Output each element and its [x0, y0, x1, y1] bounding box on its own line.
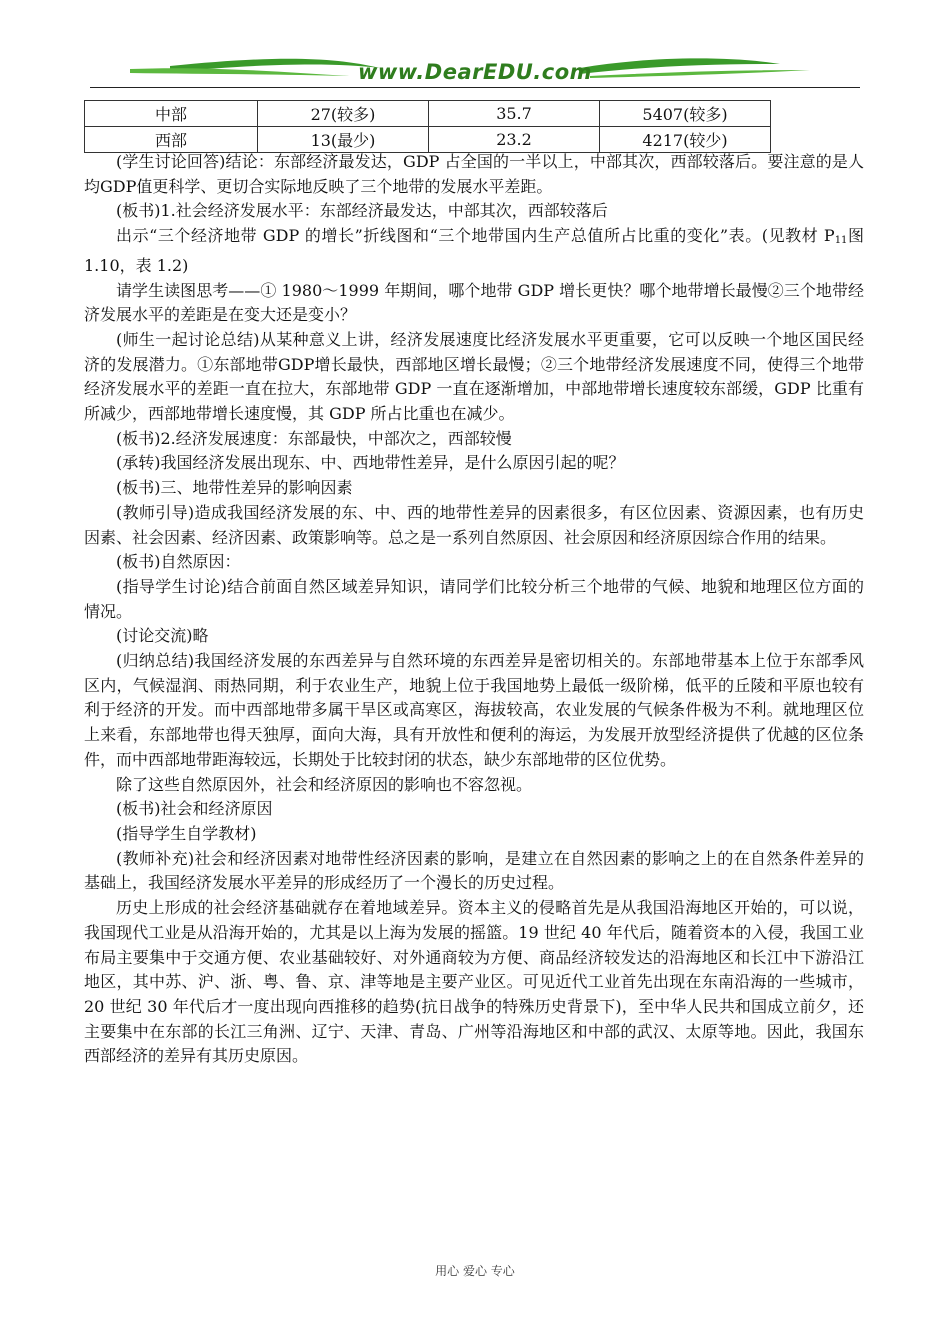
paragraph: (教师补充)社会和经济因素对地带性经济因素的影响，是建立在自然因素的影响之上的在自然条件差异的基础上，我国经济发展水平差异的形成经历了一个漫长的历史过程。 — [84, 848, 864, 893]
paragraph: (学生讨论回答)结论：东部经济最发达，GDP 占全国的一半以上，中部其次，西部较落后。要注意的是人均GDP值更科学、更切合实际地反映了三个地带的发展水平差距。 — [84, 152, 864, 196]
table-cell: 35.7 — [429, 101, 600, 127]
table-row — [85, 101, 771, 127]
paragraph: (板书)1.社会经济发展水平：东部经济最发达，中部其次，西部较落后 — [116, 201, 608, 221]
paragraph: (板书)社会和经济原因 — [116, 799, 273, 819]
paragraph: 请学生读图思考——① 1980～1999 年期间，哪个地带 GDP 增长更快？哪个地带增长最慢②三个地带经济发展水平的差距是在变大还是变小？ — [84, 280, 864, 325]
paragraph: (板书)2.经济发展速度：东部最快，中部次之，西部较慢 — [116, 428, 512, 448]
page-footer: 用心 爱心 专心 — [435, 1264, 515, 1278]
table-cell: 中部 — [85, 101, 258, 127]
paragraph: 历史上形成的社会经济基础就存在着地域差异。资本主义的侵略首先是从我国沿海地区开始的，可以说，我国现代工业是从沿海开始的，尤其是以上海为发展的摇篮。19 世纪 40 年代后，随着资本的入侵，我国工业布局主要集中于交通方便、农业基础较好、对外通商较为方便、商品经济较发达的沿海地区和长江中下游沿江地区，其中苏、沪、浙、粤、鲁、京、津等地是主要产业区。可见近代工业首先出现在东南沿海的一些城市，20 世纪 30 年代后才一度出现向西推移的趋势(抗日战争的特殊历史背景下)，至中华人民共和国成立前夕，还主要集中在东部的长江三角洲、辽宁、天津、青岛、广州等沿海地区和中部的武汉、太原等地。因此，我国东西部经济的差异有其历史原因。 — [84, 898, 864, 1066]
table-cell: 西部 — [85, 127, 258, 153]
page-header — [90, 52, 860, 96]
data-table — [84, 100, 771, 153]
header-divider — [90, 87, 860, 88]
paragraph — [84, 224, 864, 278]
subscript: 11 — [834, 235, 848, 247]
paragraph: (指导学生讨论)结合前面自然区域差异知识，请同学们比较分析三个地带的气候、地貌和地理区位方面的情况。 — [84, 576, 864, 621]
paragraph: 除了这些自然原因外，社会和经济原因的影响也不容忽视。 — [116, 774, 533, 794]
table-cell: 27(较多) — [258, 101, 429, 127]
paragraph: (指导学生自学教材) — [116, 823, 257, 843]
paragraph: (归纳总结)我国经济发展的东西差异与自然环境的东西差异是密切相关的。东部地带基本上位于东部季风区内，气候湿润、雨热同期，利于农业生产，地貌上位于我国地势上最低一级阶梯，低平的丘陵和平原也较有利于经济的开发。而中西部地带多属干旱区或高寒区，海拔较高，农业发展的气候条件极为不利。就地理区位上来看，东部地带也得天独厚，面向大海，具有开放性和便利的海运，为发展开放型经济提供了优越的区位条件，而中西部地带距海较远，长期处于比较封闭的状态，缺少东部地带的区位优势。 — [84, 651, 864, 769]
table-cell: 5407(较多) — [600, 101, 771, 127]
paragraph: (师生一起讨论总结)从某种意义上讲，经济发展速度比经济发展水平更重要，它可以反映一个地区国民经济的发展潜力。①东部地带GDP增长最快，西部地区增长最慢；②三个地带经济发展速度不同，使得三个地带经济发展水平的差距一直在拉大，东部地带 GDP 一直在逐渐增加，中部地带增长速度较东部缓，GDP 比重有所减少，西部地带增长速度慢，其 GDP 所占比重也在减少。 — [84, 329, 864, 424]
table-cell: 13(最少) — [258, 127, 429, 153]
table-cell: 23.2 — [429, 127, 600, 153]
table-row — [85, 127, 771, 153]
paragraph-text: 出示“三个经济地带 GDP 的增长”折线图和“三个地带国内生产总值所占比重的变化”表。(见教材 P — [116, 226, 835, 246]
table-cell: 4217(较少) — [600, 127, 771, 153]
paragraph: (板书)三、地带性差异的影响因素 — [116, 478, 353, 498]
lesson-body — [84, 150, 864, 1069]
site-logo-text[interactable]: www.DearEDU.com — [357, 60, 593, 84]
paragraph: (承转)我国经济发展出现东、中、西地带性差异，是什么原因引起的呢？ — [116, 453, 625, 473]
paragraph: (教师引导)造成我国经济发展的东、中、西的地带性差异的因素很多，有区位因素、资源因素，也有历史因素、社会因素、经济因素、政策影响等。总之是一系列自然原因、社会原因和经济原因综合作用的结果。 — [84, 502, 864, 547]
paragraph-text: 图 1.10，表 1.2) — [84, 226, 864, 275]
paragraph: (板书)自然原因： — [116, 552, 241, 572]
paragraph: (讨论交流)略 — [116, 626, 209, 646]
